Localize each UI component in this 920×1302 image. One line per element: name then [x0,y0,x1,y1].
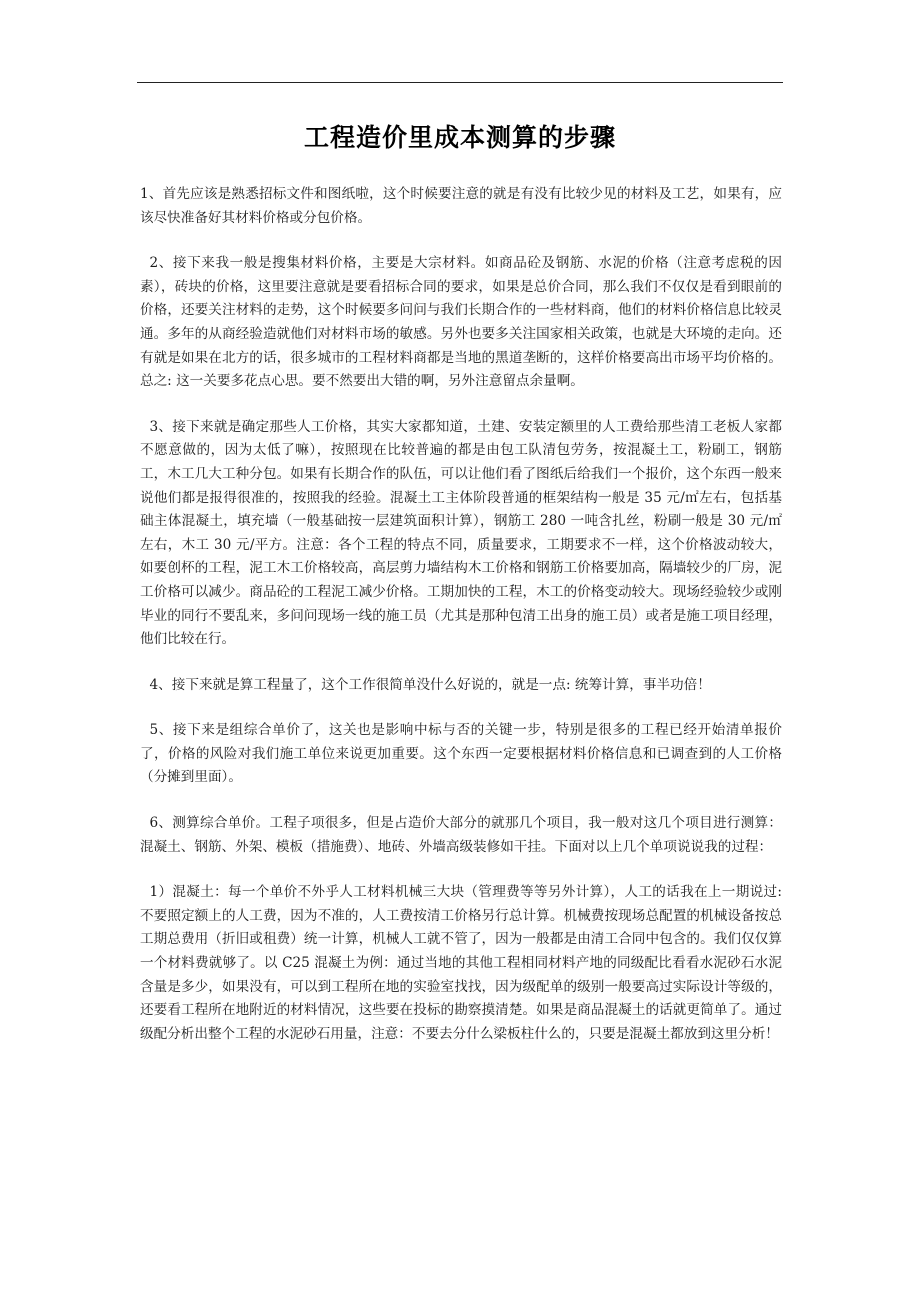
paragraph-step-3: 3、接下来就是确定那些人工价格，其实大家都知道，土建、安装定额里的人工费给那些清工老板人家都不愿意做的，因为太低了嘛），按照现在比较普遍的都是由包工队清包劳务，按混凝土工，粉刷工，钢筋工，木工几大工种分包。如果有长期合作的队伍，可以让他们看了图纸后给我们一个报价，这个东西一般来说他们都是报得很准的，按照我的经验。混凝土工主体阶段普通的框架结构一般是 35 元/㎡左右，包括基础主体混凝土，填充墙（一般基础按一层建筑面积计算），钢筋工 280 一吨含扎丝，粉刷一般是 30 元/㎡左右，木工 30 元/平方。注意：各个工程的特点不同，质量要求，工期要求不一样，这个价格波动较大，如要创杯的工程，泥工木工价格较高，高层剪力墙结构木工价格和钢筋工价格要加高，隔墙较少的厂房，泥工价格可以减少。商品砼的工程泥工减少价格。工期加快的工程，木工的价格变动较大。现场经验较少或刚毕业的同行不要乱来，多问问现场一线的施工员（尤其是那种包清工出身的施工员）或者是施工项目经理，他们比较在行。 [140,418,782,648]
header-rule [137,82,783,83]
paragraph-step-5: 5、接下来是组综合单价了，这关也是影响中标与否的关键一步，特别是很多的工程已经开始清单报价了，价格的风险对我们施工单位来说更加重要。这个东西一定要根据材料价格信息和已调查到的人工价格（分摊到里面）。 [140,722,782,786]
paragraph-step-1: 1、首先应该是熟悉招标文件和图纸啦，这个时候要注意的就是有没有比较少见的材料及工艺，如果有，应该尽快准备好其材料价格或分包价格。 [140,186,782,226]
document-body [140,183,782,1068]
paragraph-step-2: 2、接下来我一般是搜集材料价格，主要是大宗材料。如商品砼及钢筋、水泥的价格（注意考虑税的因素），砖块的价格，这里要注意就是要看招标合同的要求，如果是总价合同，那么我们不仅仅是看到眼前的价格，还要关注材料的走势，这个时候要多问问与我们长期合作的一些材料商，他们的材料价格信息比较灵通。多年的从商经验造就他们对材料市场的敏感。另外也要多关注国家相关政策，也就是大环境的走向。还有就是如果在北方的话，很多城市的工程材料商都是当地的黑道垄断的，这样价格要高出市场平均价格的。总之: 这一关要多花点心思。要不然要出大错的啊，另外注意留点余量啊。 [140,255,782,390]
paragraph-step-6: 6、测算综合单价。工程子项很多，但是占造价大部分的就那几个项目，我一般对这几个项目进行测算：混凝土、钢筋、外架、模板（措施费）、地砖、外墙高级装修如干挂。下面对以上几个单项说说我的过程： [140,815,782,855]
document-title: 工程造价里成本测算的步骤 [303,123,616,152]
paragraph-step-4: 4、接下来就是算工程量了，这个工作很简单没什么好说的，就是一点: 统筹计算，事半功倍！ [149,676,711,693]
paragraph-concrete: 1）混凝土：每一个单价不外乎人工材料机械三大块（管理费等等另外计算），人工的话我在上一期说过: 不要照定额上的人工费，因为不准的，人工费按清工价格另行总计算。机械费按现场总配置的机械设备按总工期总费用（折旧或租费）统一计算，机械人工就不管了，因为一般都是由清工合同中包含的。我们仅仅算一个材料费就够了。以 C25 混凝土为例：通过当地的其他工程相同材料产地的同级配比看看水泥砂石水泥含量是多少，如果没有，可以到工程所在地的实验室找找，因为级配单的级别一般要高过实际设计等级的，还要看工程所在地附近的材料情况，这些要在投标的勘察摸清楚。如果是商品混凝土的话就更简单了。通过级配分析出整个工程的水泥砂石用量，注意：不要去分什么梁板柱什么的，只要是混凝土都放到这里分析！ [140,884,782,1042]
